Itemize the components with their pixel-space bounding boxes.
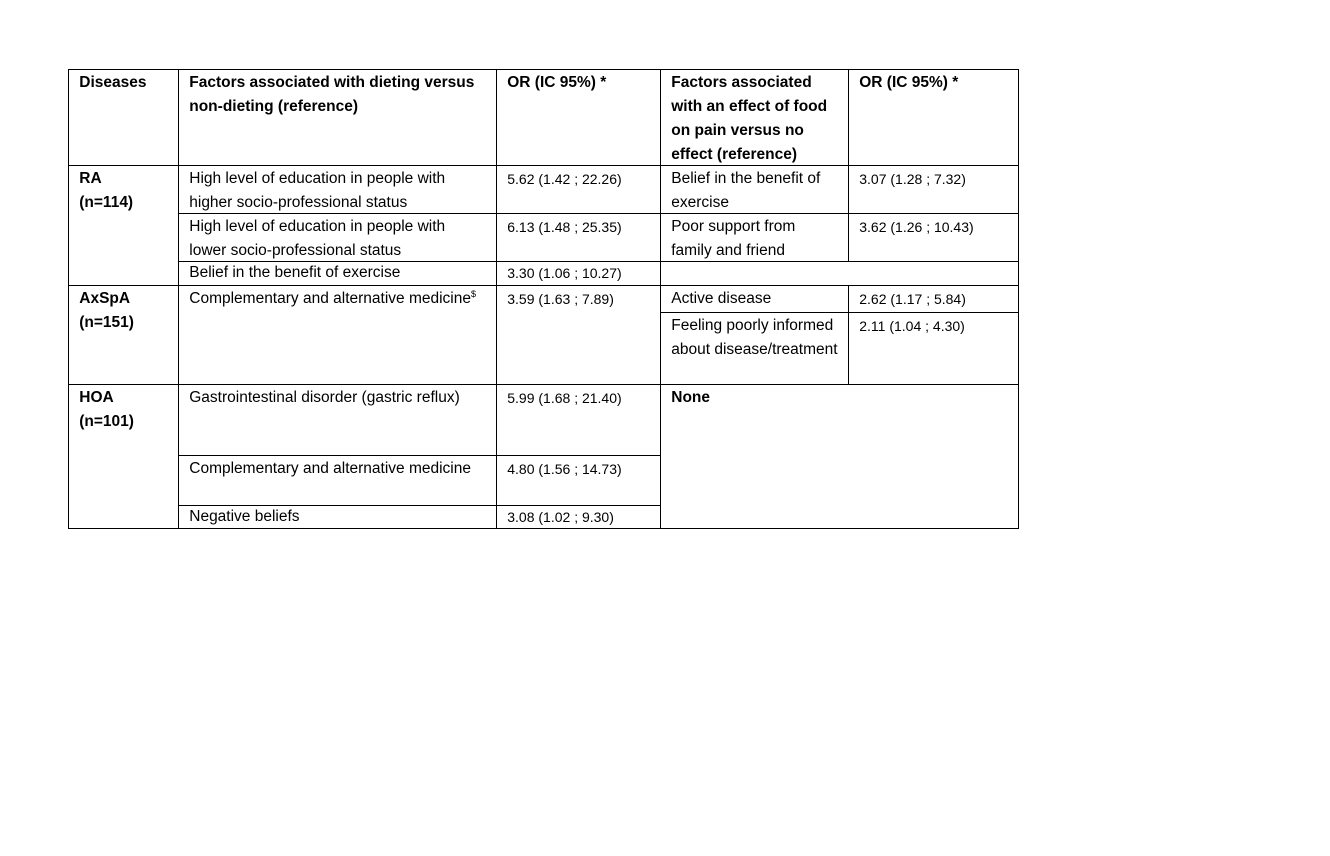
axspa-food-or: 2.11 (1.04 ; 4.30) [848, 312, 1019, 385]
factor-text: Complementary and alternative medicine [189, 290, 471, 308]
ra-food-factor: Belief in the benefit of exercise [660, 165, 849, 214]
disease-n: (n=114) [79, 194, 134, 212]
disease-axspa [68, 285, 179, 385]
hoa-diet-or: 4.80 (1.56 ; 14.73) [496, 455, 661, 506]
axspa-food-factor: Feeling poorly informed about disease/treatment [660, 312, 849, 385]
ra-diet-or: 3.30 (1.06 ; 10.27) [496, 261, 661, 286]
ra-diet-factor: High level of education in people with lower socio-professional status [178, 213, 497, 262]
header-diseases: Diseases [68, 69, 179, 166]
ra-diet-factor: Belief in the benefit of exercise [178, 261, 497, 286]
ra-food-or: 3.62 (1.26 ; 10.43) [848, 213, 1019, 262]
header-or-dieting: OR (IC 95%) * [496, 69, 661, 166]
disease-name: RA [79, 170, 102, 188]
hoa-diet-factor: Complementary and alternative medicine [178, 455, 497, 506]
header-or-food: OR (IC 95%) * [848, 69, 1019, 166]
hoa-diet-factor: Gastrointestinal disorder (gastric reflux) [178, 384, 497, 456]
axspa-food-or: 2.62 (1.17 ; 5.84) [848, 285, 1019, 313]
ra-food-empty [660, 261, 1019, 286]
disease-name: AxSpA [79, 290, 131, 308]
ra-diet-or: 5.62 (1.42 ; 22.26) [496, 165, 661, 214]
hoa-food-none: None [660, 384, 1019, 529]
disease-ra [68, 165, 179, 286]
disease-hoa [68, 384, 179, 529]
axspa-diet-factor [178, 285, 497, 385]
footnote-mark: $ [470, 289, 476, 300]
disease-name: HOA [79, 389, 114, 407]
ra-food-factor: Poor support from family and friend [660, 213, 849, 262]
header-food-factors: Factors associated with an effect of food on pain versus no effect (reference) [660, 69, 849, 166]
hoa-diet-or: 3.08 (1.02 ; 9.30) [496, 505, 661, 529]
axspa-food-factor: Active disease [660, 285, 849, 313]
disease-n: (n=151) [79, 314, 134, 332]
ra-diet-or: 6.13 (1.48 ; 25.35) [496, 213, 661, 262]
ra-food-or: 3.07 (1.28 ; 7.32) [848, 165, 1019, 214]
disease-n: (n=101) [79, 413, 134, 431]
ra-diet-factor: High level of education in people with higher socio-professional status [178, 165, 497, 214]
axspa-diet-or: 3.59 (1.63 ; 7.89) [496, 285, 661, 385]
header-dieting-factors: Factors associated with dieting versus non-dieting (reference) [178, 69, 497, 166]
hoa-diet-or: 5.99 (1.68 ; 21.40) [496, 384, 661, 456]
hoa-diet-factor: Negative beliefs [178, 505, 497, 529]
